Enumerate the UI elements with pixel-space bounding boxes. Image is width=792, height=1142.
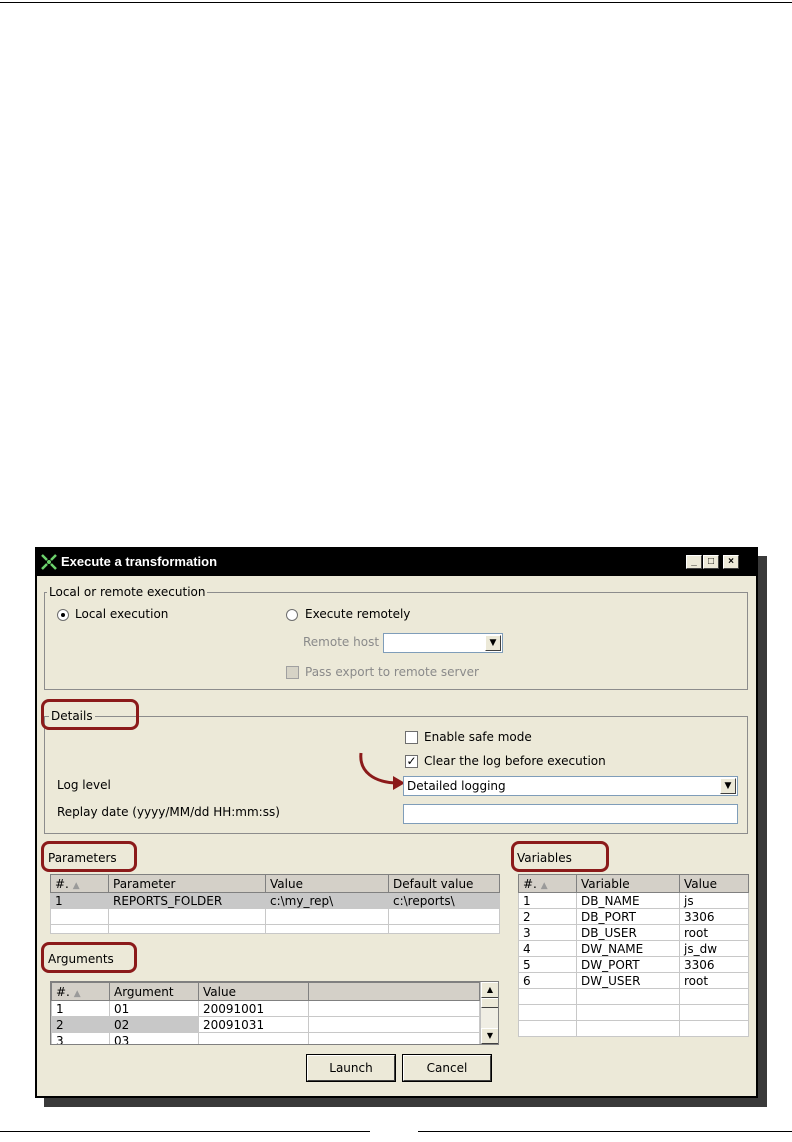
scroll-up-icon[interactable]: ▲ [481, 982, 499, 998]
parameters-table[interactable] [50, 874, 500, 934]
table-cell[interactable] [266, 925, 389, 934]
table-cell[interactable]: root [680, 973, 749, 989]
page-bottom-rule-left [0, 1131, 370, 1132]
table-cell[interactable] [389, 925, 500, 934]
table-cell[interactable] [577, 1005, 680, 1021]
table-cell[interactable] [309, 1001, 480, 1017]
window-title: Execute a transformation [61, 554, 218, 569]
table-row[interactable] [519, 941, 749, 957]
pass-export-label: Pass export to remote server [305, 665, 479, 679]
scroll-down-icon[interactable]: ▼ [481, 1028, 499, 1044]
table-cell[interactable]: DW_NAME [577, 941, 680, 957]
table-cell[interactable]: 1 [52, 1001, 110, 1017]
table-cell[interactable] [309, 1017, 480, 1033]
clear-log-checkbox[interactable]: ✓ [406, 754, 417, 768]
log-level-value: Detailed logging [407, 779, 506, 793]
arguments-table[interactable] [51, 982, 480, 1045]
column-header[interactable]: Default value [389, 875, 500, 893]
table-cell[interactable] [680, 989, 749, 1005]
chevron-down-icon[interactable]: ▼ [485, 635, 501, 651]
sort-up-icon: ▲ [540, 880, 548, 891]
cancel-button[interactable] [403, 1055, 491, 1081]
column-header[interactable]: #. ▲ [519, 875, 577, 893]
table-cell[interactable]: 3306 [680, 957, 749, 973]
clear-log-label[interactable]: Clear the log before execution [424, 754, 606, 768]
parameters-label: Parameters [48, 851, 117, 865]
table-cell[interactable]: 20091001 [199, 1001, 309, 1017]
details-callout [41, 699, 139, 730]
table-cell[interactable]: DB_NAME [577, 893, 680, 909]
table-row[interactable] [519, 957, 749, 973]
table-cell[interactable]: 1 [51, 893, 109, 909]
local-execution-radio[interactable] [57, 609, 69, 621]
replay-date-label: Replay date (yyyy/MM/dd HH:mm:ss) [57, 805, 280, 819]
table-cell[interactable]: root [680, 925, 749, 941]
table-row[interactable] [519, 989, 749, 1005]
column-header[interactable]: #. ▲ [51, 875, 109, 893]
scroll-thumb[interactable] [481, 998, 499, 1008]
table-cell[interactable]: 4 [519, 941, 577, 957]
table-cell[interactable] [309, 1033, 480, 1046]
parameters-callout [41, 841, 137, 872]
variables-table[interactable] [518, 874, 749, 1037]
table-cell[interactable] [389, 909, 500, 925]
table-cell[interactable] [519, 989, 577, 1005]
maximize-button[interactable]: □ [703, 555, 719, 569]
table-cell[interactable]: c:\reports\ [389, 893, 500, 909]
launch-button-label: Launch [329, 1061, 373, 1075]
remote-host-combo[interactable] [383, 633, 503, 653]
kettle-app-icon [41, 554, 57, 570]
table-row[interactable] [519, 893, 749, 909]
column-header[interactable]: Value [266, 875, 389, 893]
table-cell[interactable]: 2 [519, 909, 577, 925]
cancel-button-label: Cancel [426, 1061, 468, 1075]
execute-transformation-dialog [35, 547, 758, 1098]
replay-date-input[interactable] [403, 804, 738, 824]
table-cell[interactable]: 3 [52, 1033, 110, 1046]
table-cell[interactable]: DW_PORT [577, 957, 680, 973]
table-cell[interactable]: js_dw [680, 941, 749, 957]
table-row[interactable] [519, 925, 749, 941]
table-cell[interactable]: 02 [110, 1017, 199, 1033]
table-cell[interactable]: js [680, 893, 749, 909]
details-group-label: Details [51, 709, 93, 723]
execute-remotely-label[interactable]: Execute remotely [305, 607, 411, 621]
column-header[interactable]: Value [680, 875, 749, 893]
table-row[interactable] [51, 909, 500, 925]
column-header[interactable]: Value [199, 983, 309, 1001]
table-cell[interactable]: 20091031 [199, 1017, 309, 1033]
column-header[interactable]: Argument [110, 983, 199, 1001]
column-header[interactable]: Variable [577, 875, 680, 893]
table-cell[interactable]: 3 [519, 925, 577, 941]
table-cell[interactable]: 01 [110, 1001, 199, 1017]
table-row[interactable] [519, 1021, 749, 1037]
launch-button[interactable] [307, 1055, 395, 1081]
arguments-callout [41, 942, 137, 973]
table-cell[interactable] [109, 925, 266, 934]
log-level-label: Log level [57, 778, 111, 792]
execution-group-label: Local or remote execution [49, 585, 206, 599]
execute-remotely-radio[interactable] [286, 609, 298, 621]
page-top-rule [0, 2, 792, 3]
column-header[interactable]: Parameter [109, 875, 266, 893]
table-cell[interactable] [519, 1021, 577, 1037]
table-cell[interactable]: DB_PORT [577, 909, 680, 925]
sort-up-icon: ▲ [73, 988, 81, 999]
arguments-grid[interactable] [50, 981, 499, 1045]
table-cell[interactable] [51, 925, 109, 934]
arguments-label: Arguments [48, 952, 114, 966]
table-cell[interactable]: DW_USER [577, 973, 680, 989]
table-cell[interactable]: DB_USER [577, 925, 680, 941]
table-cell[interactable]: 5 [519, 957, 577, 973]
safe-mode-checkbox[interactable] [405, 731, 418, 744]
log-level-combo[interactable] [403, 776, 738, 796]
table-cell[interactable]: 2 [52, 1017, 110, 1033]
safe-mode-label[interactable]: Enable safe mode [424, 730, 532, 744]
column-header[interactable]: #. ▲ [52, 983, 110, 1001]
local-execution-label[interactable]: Local execution [75, 607, 169, 621]
table-cell[interactable] [51, 909, 109, 925]
pass-export-checkbox[interactable] [286, 666, 299, 679]
table-cell[interactable] [577, 1021, 680, 1037]
title-bar[interactable] [37, 549, 756, 576]
table-cell[interactable] [680, 1005, 749, 1021]
arguments-scrollbar[interactable] [480, 982, 499, 1044]
table-cell[interactable] [109, 909, 266, 925]
table-cell[interactable]: c:\my_rep\ [266, 893, 389, 909]
variables-label: Variables [517, 851, 572, 865]
table-row[interactable] [519, 1005, 749, 1021]
variables-header-row [519, 875, 749, 893]
arguments-header-row [52, 983, 480, 1001]
table-cell[interactable]: 6 [519, 973, 577, 989]
table-cell[interactable]: 1 [519, 893, 577, 909]
table-row[interactable] [52, 1001, 480, 1017]
table-row[interactable] [519, 909, 749, 925]
chevron-down-icon[interactable]: ▼ [720, 778, 736, 794]
table-cell[interactable] [680, 1021, 749, 1037]
table-row[interactable] [519, 973, 749, 989]
table-row[interactable] [52, 1033, 480, 1046]
pointer-arrow-icon [355, 749, 409, 791]
table-cell[interactable] [266, 909, 389, 925]
table-cell[interactable] [199, 1033, 309, 1046]
close-button[interactable]: × [723, 555, 739, 569]
page-bottom-rule-right [418, 1131, 792, 1132]
table-row[interactable] [51, 925, 500, 934]
table-cell[interactable]: 03 [110, 1033, 199, 1046]
table-row[interactable] [51, 893, 500, 909]
table-cell[interactable]: 3306 [680, 909, 749, 925]
table-cell[interactable] [577, 989, 680, 1005]
table-cell[interactable]: REPORTS_FOLDER [109, 893, 266, 909]
variables-callout [511, 841, 609, 872]
table-row[interactable] [52, 1017, 480, 1033]
parameters-header-row [51, 875, 500, 893]
sort-up-icon: ▲ [72, 880, 80, 891]
column-header[interactable] [309, 983, 480, 1001]
minimize-button[interactable]: _ [686, 555, 702, 569]
table-cell[interactable] [519, 1005, 577, 1021]
remote-host-label: Remote host [303, 635, 380, 649]
